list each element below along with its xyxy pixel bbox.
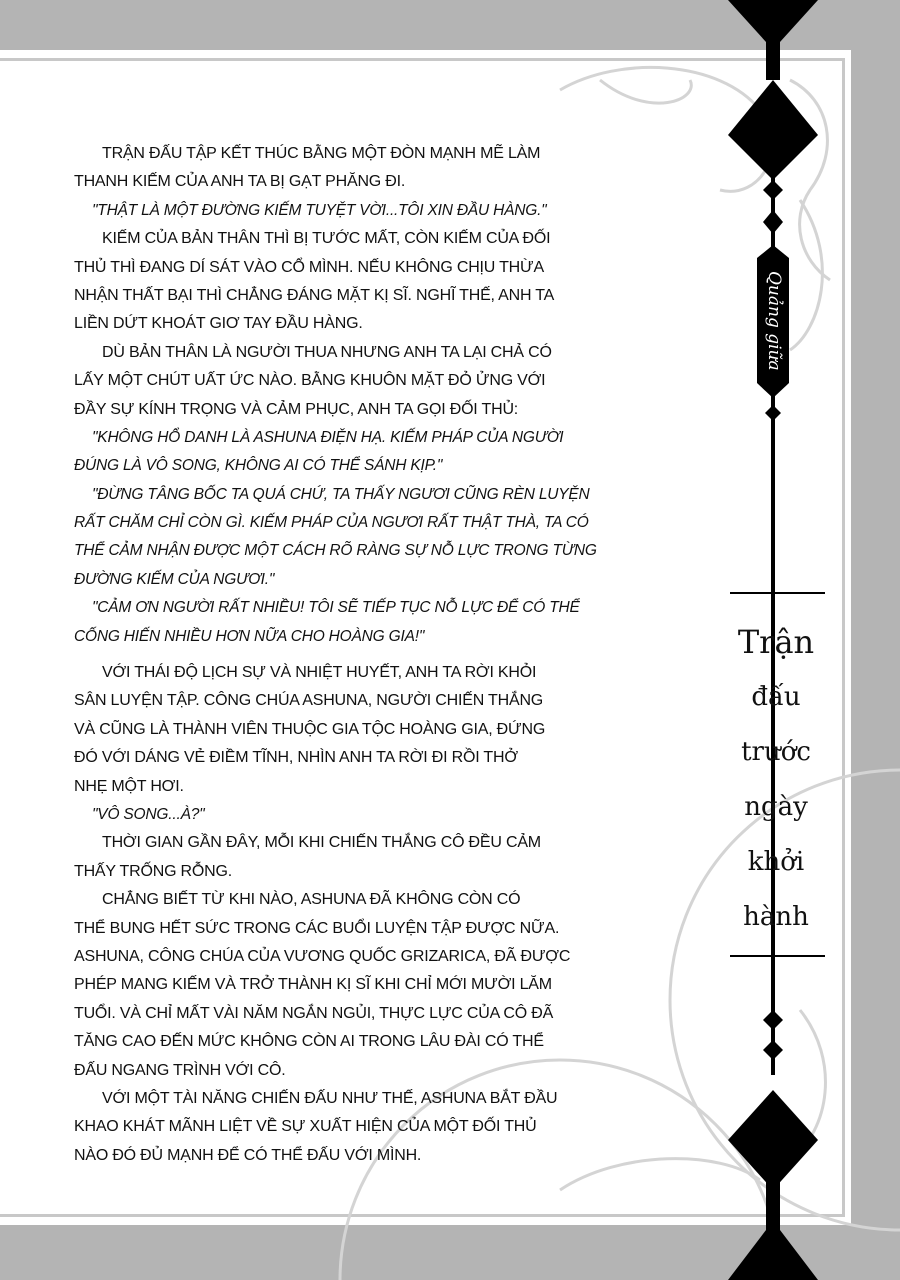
text-line: THỂ BUNG HẾT SỨC TRONG CÁC BUỔI LUYỆN TẬP ĐƯỢC NỮA. xyxy=(74,919,560,937)
text-line: RẤT CHĂM CHỈ CÒN GÌ. KIẾM PHÁP CỦA NGƯƠI RẤT THẬT THÀ, TA CÓ xyxy=(74,514,589,532)
body-text xyxy=(74,140,754,1170)
text-line: ĐƯỜNG KIẾM CỦA NGƯƠI." xyxy=(74,570,275,588)
text-line: "CẢM ƠN NGƯỜI RẤT NHIỀU! TÔI SẼ TIẾP TỤC NỖ LỰC ĐỂ CÓ THỂ xyxy=(92,599,580,617)
chapter-title-word: ngày xyxy=(744,792,808,822)
text-line: NHẬN THẤT BẠI THÌ CHẲNG ĐÁNG MẶT KỊ SĨ. NGHĨ THẾ, ANH TA xyxy=(74,286,555,304)
text-line: "VÔ SONG...À?" xyxy=(92,805,205,823)
narration-paragraph xyxy=(74,829,754,886)
text-line: TĂNG CAO ĐẾN MỨC KHÔNG CÒN AI TRONG LÂU ĐÀI CÓ THỂ xyxy=(74,1033,544,1051)
text-line: CỐNG HIẾN NHIỀU HƠN NỮA CHO HOÀNG GIA!" xyxy=(74,627,425,645)
text-line: PHÉP MANG KIẾM VÀ TRỞ THÀNH KỊ SĨ KHI CHỈ MỚI MƯỜI LĂM xyxy=(74,976,552,994)
narration-paragraph xyxy=(74,339,754,424)
chapter-title-word: Trận xyxy=(737,623,815,661)
text-line: ĐẦY SỰ KÍNH TRỌNG VÀ CẢM PHỤC, ANH TA GỌI ĐỐI THỦ: xyxy=(74,400,519,418)
dialogue-paragraph xyxy=(74,594,754,651)
text-line: THỂ CẢM NHẬN ĐƯỢC MỘT CÁCH RÕ RÀNG SỰ NỖ LỰC TRONG TỪNG xyxy=(74,542,597,560)
text-line: VỚI THÁI ĐỘ LỊCH SỰ VÀ NHIỆT HUYẾT, ANH TA RỜI KHỎI xyxy=(102,664,537,682)
text-line: KHAO KHÁT MÃNH LIỆT VỀ SỰ XUẤT HIỆN CỦA MỘT ĐỐI THỦ xyxy=(74,1118,537,1136)
chapter-title-word: khởi xyxy=(747,847,805,877)
text-line: NHẸ MỘT HƠI. xyxy=(74,777,184,795)
text-line: TUỔI. VÀ CHỈ MẤT VÀI NĂM NGẮN NGỦI, THỰC LỰC CỦA CÔ ĐÃ xyxy=(74,1004,554,1022)
text-line: ASHUNA, CÔNG CHÚA CỦA VƯƠNG QUỐC GRIZARICA, ĐÃ ĐƯỢC xyxy=(74,947,571,965)
text-line: LIỀN DỨT KHOÁT GIƠ TAY ĐẦU HÀNG. xyxy=(74,315,363,333)
dialogue-paragraph xyxy=(74,424,754,481)
text-line: THỜI GIAN GẦN ĐÂY, MỖI KHI CHIẾN THẮNG CÔ ĐỀU CẢM xyxy=(102,834,541,852)
narration-paragraph xyxy=(74,225,754,339)
text-line: "ĐỪNG TÂNG BỐC TA QUÁ CHỨ, TA THẤY NGƯƠI CŨNG RÈN LUYỆN xyxy=(92,485,590,503)
narration-paragraph xyxy=(74,886,754,1085)
text-line: VÀ CŨNG LÀ THÀNH VIÊN THUỘC GIA TỘC HOÀNG GIA, ĐỨNG xyxy=(74,720,546,738)
text-line: ĐÚNG LÀ VÔ SONG, KHÔNG AI CÓ THỂ SÁNH KỊP." xyxy=(74,457,443,475)
text-line: KIẾM CỦA BẢN THÂN THÌ BỊ TƯỚC MẤT, CÒN KIẾM CỦA ĐỐI xyxy=(102,230,551,248)
chapter-title-word: hành xyxy=(743,902,809,932)
chapter-title-word: trước xyxy=(741,737,811,767)
text-line: VỚI MỘT TÀI NĂNG CHIẾN ĐẤU NHƯ THẾ, ASHUNA BẮT ĐẦU xyxy=(102,1089,558,1107)
narration-paragraph xyxy=(74,1085,754,1170)
section-label-text: Quảng giữa xyxy=(764,270,784,371)
text-line: THỦ THÌ ĐANG DÍ SÁT VÀO CỔ MÌNH. NẾU KHÔNG CHỊU THỪA xyxy=(74,258,544,276)
text-line: LẤY MỘT CHÚT UẤT ỨC NÀO. BẰNG KHUÔN MẶT ĐỎ ỬNG VỚI xyxy=(74,372,546,390)
narration-paragraph xyxy=(74,140,754,197)
text-line: "THẬT LÀ MỘT ĐƯỜNG KIẾM TUYỆT VỜI...TÔI XIN ĐẦU HÀNG." xyxy=(92,201,547,219)
text-line: ĐÓ VỚI DÁNG VẺ ĐIỀM TĨNH, NHÌN ANH TA RỜI ĐI RỒI THỞ xyxy=(74,749,518,767)
dialogue-paragraph xyxy=(74,481,754,595)
chapter-title-word: đấu xyxy=(751,682,801,712)
section-label xyxy=(759,258,789,383)
text-line: THANH KIẾM CỦA ANH TA BỊ GẠT PHĂNG ĐI. xyxy=(74,173,406,191)
text-line: THẤY TRỐNG RỖNG. xyxy=(74,862,233,880)
text-line: DÙ BẢN THÂN LÀ NGƯỜI THUA NHƯNG ANH TA LẠI CHẢ CÓ xyxy=(102,343,552,361)
dialogue-paragraph xyxy=(74,197,754,225)
narration-paragraph xyxy=(74,659,754,801)
text-line: CHẲNG BIẾT TỪ KHI NÀO, ASHUNA ĐÃ KHÔNG CÒN CÓ xyxy=(102,891,521,909)
text-line: ĐẤU NGANG TRÌNH VỚI CÔ. xyxy=(74,1061,286,1079)
text-line: SÂN LUYỆN TẬP. CÔNG CHÚA ASHUNA, NGƯỜI CHIẾN THẮNG xyxy=(74,692,544,710)
text-line: TRẬN ĐẤU TẬP KẾT THÚC BẰNG MỘT ĐÒN MẠNH MẼ LÀM xyxy=(102,145,541,162)
text-line: "KHÔNG HỔ DANH LÀ ASHUNA ĐIỆN HẠ. KIẾM PHÁP CỦA NGƯỜI xyxy=(92,428,564,446)
spacer xyxy=(74,651,754,659)
dialogue-paragraph xyxy=(74,801,754,829)
text-line: NÀO ĐÓ ĐỦ MẠNH ĐỂ CÓ THỂ ĐẤU VỚI MÌNH. xyxy=(74,1146,422,1164)
